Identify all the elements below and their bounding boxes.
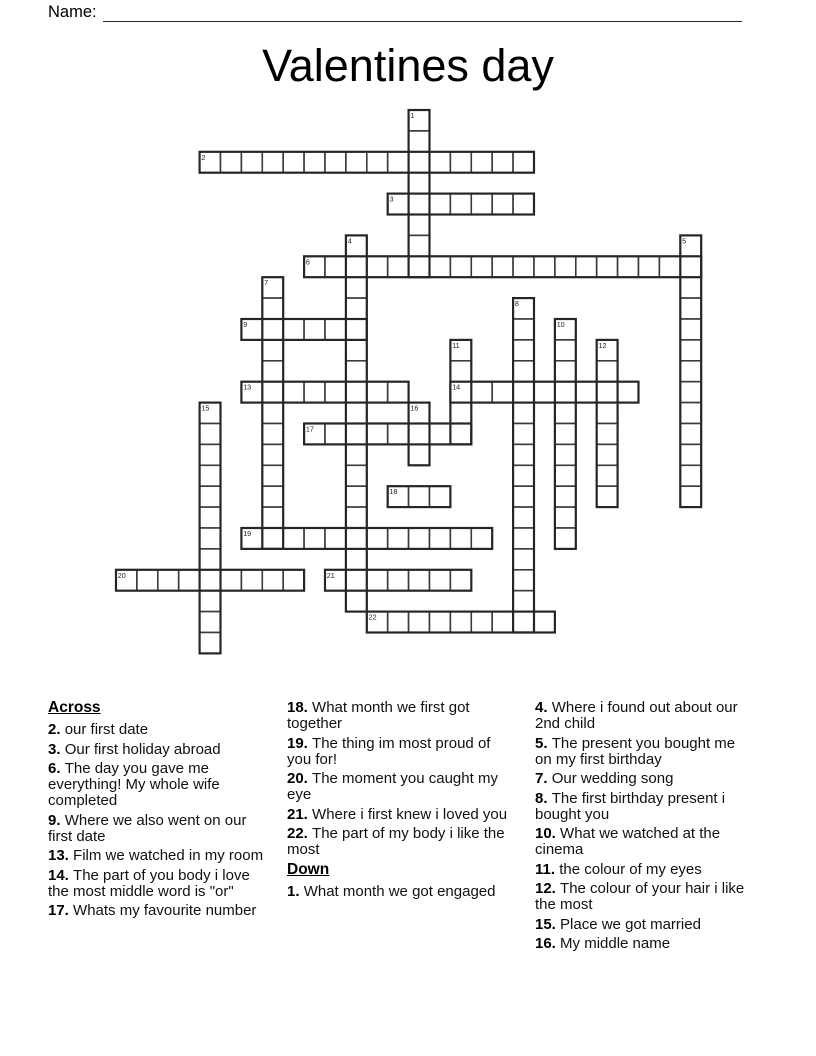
grid-cell bbox=[346, 507, 367, 528]
grid-cell bbox=[409, 152, 430, 173]
grid-cell bbox=[555, 486, 576, 507]
grid-cell bbox=[429, 256, 450, 277]
name-blank-line bbox=[103, 4, 742, 22]
grid-cell bbox=[409, 528, 430, 549]
clue-item: 10. What we watched at the cinema bbox=[535, 825, 721, 858]
clue-number: 4. bbox=[535, 699, 552, 716]
grid-cell bbox=[200, 591, 221, 612]
grid-cell bbox=[409, 214, 430, 235]
cell-number: 4 bbox=[347, 236, 352, 246]
grid-cell bbox=[388, 612, 409, 633]
grid-cell bbox=[576, 256, 597, 277]
grid-cell bbox=[534, 256, 555, 277]
clue-item: 4. Where i found out about our 2nd child bbox=[535, 699, 738, 732]
grid-cell bbox=[283, 382, 304, 403]
clue-item: 22. The part of my body i like the most bbox=[287, 825, 505, 858]
grid-cell bbox=[513, 423, 534, 444]
grid-cell bbox=[409, 570, 430, 591]
grid-cell bbox=[409, 173, 430, 194]
grid-cell bbox=[471, 382, 492, 403]
grid-cell bbox=[346, 403, 367, 424]
grid-cell bbox=[597, 256, 618, 277]
clue-number: 1. bbox=[287, 882, 304, 900]
cell-number: 19 bbox=[243, 528, 252, 538]
grid-cell bbox=[367, 528, 388, 549]
clue-number: 15. bbox=[535, 915, 561, 933]
grid-cell bbox=[200, 528, 221, 549]
grid-cell bbox=[513, 444, 534, 465]
grid-cell bbox=[262, 152, 283, 173]
grid-cell bbox=[367, 570, 388, 591]
clue-item: 20. The moment you caught my eye bbox=[287, 770, 498, 803]
clue-item: 9. Where we also went on our first date bbox=[48, 811, 247, 845]
grid-cell bbox=[555, 256, 576, 277]
grid-cell bbox=[680, 403, 701, 424]
grid-cell bbox=[513, 486, 534, 507]
cell-number: 9 bbox=[243, 319, 248, 329]
grid-cell bbox=[262, 319, 283, 340]
clue-column bbox=[287, 700, 509, 903]
grid-cell bbox=[262, 423, 283, 444]
grid-cell bbox=[429, 152, 450, 173]
grid-cell bbox=[200, 444, 221, 465]
grid-cell bbox=[200, 612, 221, 633]
grid-cell bbox=[346, 319, 367, 340]
grid-cell bbox=[513, 612, 534, 633]
grid-cell bbox=[262, 444, 283, 465]
cell-number: 8 bbox=[514, 299, 519, 309]
clue-number: 5. bbox=[535, 734, 552, 752]
clue-heading: Across bbox=[48, 699, 101, 716]
grid-cell bbox=[346, 382, 367, 403]
clue-item: 13. Film we watched in my room bbox=[48, 847, 264, 864]
grid-cell bbox=[409, 444, 430, 465]
grid-cell bbox=[618, 256, 639, 277]
grid-cell bbox=[429, 570, 450, 591]
grid-cell bbox=[492, 152, 513, 173]
grid-cell bbox=[534, 612, 555, 633]
grid-cell bbox=[262, 382, 283, 403]
grid-cell bbox=[283, 152, 304, 173]
grid-cell bbox=[200, 423, 221, 444]
clue-number: 6. bbox=[48, 760, 65, 777]
clue-item: 6. The day you gave me everything! My whole wife completed bbox=[48, 760, 220, 809]
grid-cell bbox=[492, 382, 513, 403]
clue-number: 7. bbox=[535, 770, 552, 787]
grid-cell bbox=[513, 591, 534, 612]
grid-cell bbox=[680, 361, 701, 382]
clue-item: 11. the colour of my eyes bbox=[535, 860, 702, 878]
grid-cell bbox=[367, 152, 388, 173]
grid-cell bbox=[492, 194, 513, 215]
grid-cell bbox=[513, 152, 534, 173]
clue-item: 17. Whats my favourite number bbox=[48, 902, 257, 919]
grid-cell bbox=[409, 235, 430, 256]
grid-cell bbox=[262, 465, 283, 486]
grid-cell bbox=[220, 152, 241, 173]
grid-cell bbox=[346, 528, 367, 549]
grid-cell bbox=[346, 570, 367, 591]
grid-cell bbox=[325, 256, 346, 277]
grid-cell bbox=[409, 486, 430, 507]
grid-cell bbox=[388, 570, 409, 591]
grid-cell bbox=[555, 403, 576, 424]
clue-item: 18. What month we first got together bbox=[287, 699, 470, 732]
grid-cell bbox=[680, 319, 701, 340]
clue-number: 10. bbox=[535, 825, 561, 842]
clue-number: 2. bbox=[48, 721, 65, 738]
grid-cell bbox=[555, 507, 576, 528]
grid-cell bbox=[388, 382, 409, 403]
cell-number: 17 bbox=[305, 424, 314, 434]
grid-cell bbox=[262, 361, 283, 382]
grid-cell bbox=[346, 340, 367, 361]
clue-heading: Down bbox=[287, 860, 330, 878]
clue-number: 9. bbox=[48, 811, 65, 829]
grid-cell bbox=[680, 486, 701, 507]
grid-cell bbox=[513, 570, 534, 591]
cell-number: 14 bbox=[452, 382, 461, 392]
clue-item: 3. Our first holiday abroad bbox=[48, 740, 221, 758]
grid-cell bbox=[513, 319, 534, 340]
cell-number: 16 bbox=[410, 403, 419, 413]
cell-number: 10 bbox=[556, 319, 565, 329]
grid-cell bbox=[262, 298, 283, 319]
grid-cell bbox=[597, 486, 618, 507]
grid-cell bbox=[241, 152, 262, 173]
grid-cell bbox=[262, 528, 283, 549]
cell-number: 18 bbox=[389, 487, 398, 497]
grid-cell bbox=[513, 528, 534, 549]
grid-cell bbox=[388, 152, 409, 173]
grid-cell bbox=[200, 632, 221, 653]
clue-item: 7. Our wedding song bbox=[535, 770, 674, 787]
cell-number: 15 bbox=[201, 403, 210, 413]
clue-item: 16. My middle name bbox=[535, 935, 671, 952]
grid-cell bbox=[513, 465, 534, 486]
grid-cell bbox=[304, 319, 325, 340]
grid-cell bbox=[450, 152, 471, 173]
grid-cell bbox=[450, 194, 471, 215]
grid-cell bbox=[680, 340, 701, 361]
grid-cell bbox=[513, 361, 534, 382]
grid-cell bbox=[618, 382, 639, 403]
grid-cell bbox=[492, 612, 513, 633]
clue-number: 13. bbox=[48, 847, 74, 864]
grid-cell bbox=[325, 382, 346, 403]
grid-cell bbox=[429, 194, 450, 215]
grid-cell bbox=[179, 570, 200, 591]
grid-cell bbox=[555, 423, 576, 444]
grid-cell bbox=[450, 256, 471, 277]
grid-cell bbox=[638, 256, 659, 277]
grid-cell bbox=[346, 591, 367, 612]
grid-cell bbox=[534, 382, 555, 403]
grid-cell bbox=[262, 403, 283, 424]
clue-item: 5. The present you bought me on my first birthday bbox=[535, 734, 736, 768]
grid-cell bbox=[200, 465, 221, 486]
crossword-grid bbox=[113, 107, 704, 656]
grid-cell bbox=[471, 528, 492, 549]
grid-cell bbox=[576, 382, 597, 403]
clue-number: 18. bbox=[287, 699, 313, 716]
clue-number: 3. bbox=[48, 740, 65, 758]
grid-cell bbox=[513, 507, 534, 528]
grid-cell bbox=[513, 549, 534, 570]
grid-cell bbox=[346, 486, 367, 507]
grid-cell bbox=[367, 423, 388, 444]
grid-cell bbox=[304, 382, 325, 403]
grid-cell bbox=[555, 382, 576, 403]
grid-cell bbox=[409, 256, 430, 277]
grid-cell bbox=[409, 423, 430, 444]
grid-cell bbox=[200, 486, 221, 507]
clue-number: 20. bbox=[287, 770, 313, 787]
name-label: Name: bbox=[48, 3, 97, 21]
cell-number: 7 bbox=[264, 278, 269, 288]
clue-column bbox=[48, 700, 264, 923]
clue-number: 19. bbox=[287, 734, 313, 752]
grid-cell bbox=[283, 528, 304, 549]
grid-cell bbox=[513, 256, 534, 277]
grid-cell bbox=[241, 570, 262, 591]
clue-number: 21. bbox=[287, 805, 313, 823]
grid-cell bbox=[597, 361, 618, 382]
grid-cell bbox=[471, 612, 492, 633]
cell-number: 12 bbox=[598, 340, 607, 350]
grid-cell bbox=[597, 423, 618, 444]
grid-cell bbox=[513, 382, 534, 403]
grid-cell bbox=[262, 507, 283, 528]
cell-number: 21 bbox=[326, 570, 335, 580]
clue-column bbox=[535, 700, 753, 956]
clue-number: 8. bbox=[535, 789, 552, 807]
page-title: Valentines day bbox=[262, 40, 554, 91]
grid-cell bbox=[659, 256, 680, 277]
grid-cell bbox=[680, 382, 701, 403]
grid-cell bbox=[429, 612, 450, 633]
grid-cell bbox=[680, 256, 701, 277]
cell-number: 2 bbox=[201, 152, 206, 162]
grid-cell bbox=[429, 423, 450, 444]
grid-cell bbox=[388, 256, 409, 277]
grid-cell bbox=[137, 570, 158, 591]
clue-item: 14. The part of you body i love the most middle word is "or" bbox=[48, 866, 250, 900]
clue-number: 16. bbox=[535, 935, 561, 952]
grid-cell bbox=[597, 403, 618, 424]
grid-cell bbox=[262, 570, 283, 591]
grid-cell bbox=[262, 340, 283, 361]
grid-cell bbox=[555, 528, 576, 549]
grid-cell bbox=[325, 528, 346, 549]
grid-cell bbox=[325, 152, 346, 173]
grid-cell bbox=[200, 549, 221, 570]
clue-number: 11. bbox=[535, 860, 560, 878]
grid-cell bbox=[283, 319, 304, 340]
grid-cell bbox=[367, 256, 388, 277]
name-row bbox=[48, 3, 742, 22]
grid-cell bbox=[388, 528, 409, 549]
grid-cell bbox=[492, 256, 513, 277]
grid-cell bbox=[597, 382, 618, 403]
grid-cell bbox=[409, 612, 430, 633]
grid-cell bbox=[200, 507, 221, 528]
grid-cell bbox=[325, 423, 346, 444]
grid-cell bbox=[450, 612, 471, 633]
grid-cell bbox=[304, 152, 325, 173]
grid-cell bbox=[597, 465, 618, 486]
grid-cell bbox=[304, 528, 325, 549]
grid-cell bbox=[555, 340, 576, 361]
grid-cell bbox=[450, 528, 471, 549]
grid-cell bbox=[450, 570, 471, 591]
grid-cell bbox=[450, 361, 471, 382]
cell-number: 5 bbox=[682, 236, 687, 246]
grid-cell bbox=[555, 444, 576, 465]
grid-cell bbox=[346, 444, 367, 465]
grid-cell bbox=[680, 423, 701, 444]
cell-number: 3 bbox=[389, 194, 394, 204]
grid-cell bbox=[555, 465, 576, 486]
grid-cell bbox=[346, 465, 367, 486]
clue-item: 15. Place we got married bbox=[535, 915, 701, 933]
grid-cell bbox=[346, 423, 367, 444]
grid-cell bbox=[283, 570, 304, 591]
grid-cell bbox=[513, 403, 534, 424]
clue-number: 12. bbox=[535, 880, 561, 897]
grid-cell bbox=[367, 382, 388, 403]
clue-item: 2. our first date bbox=[48, 721, 149, 738]
cell-number: 6 bbox=[305, 257, 310, 267]
grid-cell bbox=[429, 486, 450, 507]
grid-cell bbox=[200, 570, 221, 591]
grid-cell bbox=[680, 465, 701, 486]
grid-cell bbox=[158, 570, 179, 591]
grid-cell bbox=[409, 131, 430, 152]
grid-cell bbox=[471, 152, 492, 173]
grid-cell bbox=[680, 277, 701, 298]
clue-item: 1. What month we got engaged bbox=[287, 882, 496, 900]
clue-item: 21. Where i first knew i loved you bbox=[287, 805, 508, 823]
cell-number: 13 bbox=[243, 382, 252, 392]
clue-number: 14. bbox=[48, 866, 74, 884]
grid-cell bbox=[680, 444, 701, 465]
grid-cell bbox=[346, 277, 367, 298]
clue-item: 12. The colour of your hair i like the most bbox=[535, 880, 745, 913]
grid-cell bbox=[346, 298, 367, 319]
clue-item: 8. The first birthday present i bought you bbox=[535, 789, 726, 823]
grid-cell bbox=[471, 194, 492, 215]
cell-number: 11 bbox=[452, 340, 460, 350]
clue-item: 19. The thing im most proud of you for! bbox=[287, 734, 491, 768]
cell-number: 22 bbox=[368, 612, 377, 622]
grid-cell bbox=[346, 549, 367, 570]
grid-cell bbox=[680, 298, 701, 319]
grid-cell bbox=[388, 423, 409, 444]
clue-number: 17. bbox=[48, 902, 74, 919]
grid-cell bbox=[513, 340, 534, 361]
grid-cell bbox=[450, 423, 471, 444]
grid-cell bbox=[429, 528, 450, 549]
grid-cell bbox=[325, 319, 346, 340]
grid-cell bbox=[409, 194, 430, 215]
grid-cell bbox=[346, 361, 367, 382]
grid-cell bbox=[513, 194, 534, 215]
grid-cell bbox=[471, 256, 492, 277]
grid-cell bbox=[555, 361, 576, 382]
cell-number: 20 bbox=[117, 570, 126, 580]
grid-cell bbox=[450, 403, 471, 424]
grid-cell bbox=[346, 256, 367, 277]
grid-cell bbox=[220, 570, 241, 591]
grid-cell bbox=[346, 152, 367, 173]
grid-cell bbox=[262, 486, 283, 507]
cell-number: 1 bbox=[410, 111, 415, 121]
grid-cell bbox=[597, 444, 618, 465]
clue-number: 22. bbox=[287, 825, 313, 842]
